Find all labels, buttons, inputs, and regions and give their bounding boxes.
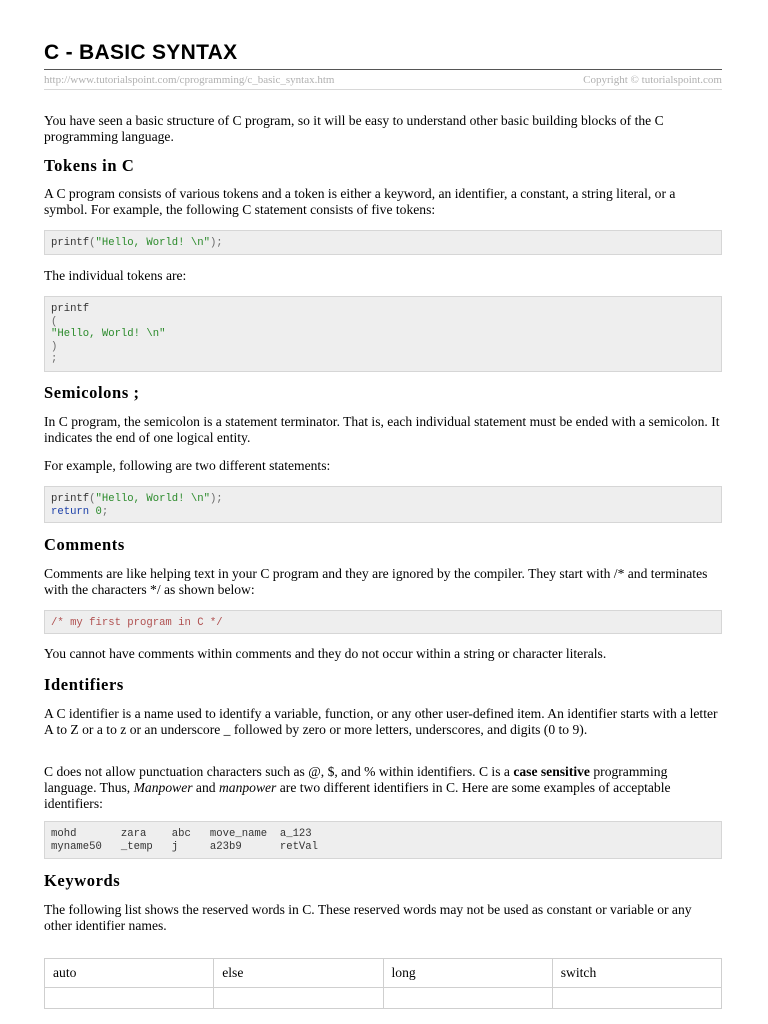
manpower-lower-italic: manpower — [218, 780, 277, 795]
code-close: ); — [209, 493, 223, 505]
identifiers-row-2: myname50 _temp j a23b9 retVal — [51, 840, 319, 853]
token-4: ) — [51, 340, 58, 353]
empty-cell — [552, 988, 721, 1009]
code-block-comment — [44, 610, 722, 634]
token-1: printf — [51, 303, 90, 315]
page — [44, 40, 722, 980]
tokens-list-intro: The individual tokens are: — [44, 268, 187, 283]
keywords-table — [44, 958, 722, 1009]
tokens-paragraph: A C program consists of various tokens and a token is either a keyword, an identifier, a constant, a string literal, or a symbol. For example, the following C statement consists of five tokens: — [44, 186, 676, 217]
identifiers-heading: Identifiers — [44, 675, 124, 694]
token-3: "Hello, World! \n" — [51, 328, 166, 340]
text-span: and — [192, 780, 219, 795]
code-fn: printf — [51, 493, 90, 505]
semicolons-paragraph: In C program, the semicolon is a statement terminator. That is, each individual statement must be ended with a semicolon. It indicates the end of one logical entity. — [44, 414, 720, 445]
code-open: ( — [89, 493, 96, 505]
text-span: C does not allow punctuation characters such as @, $, and % within identifiers. C is a — [44, 764, 514, 779]
keywords-heading: Keywords — [44, 871, 121, 890]
code-block-tokens — [44, 296, 722, 372]
code-close: ); — [209, 237, 223, 249]
copyright-notice: Copyright © tutorialspoint.com — [583, 74, 722, 86]
code-number: 0 — [95, 505, 102, 518]
semicolons-example-intro: For example, following are two different statements: — [44, 458, 331, 473]
keyword-cell: switch — [552, 959, 721, 988]
identifiers-paragraph: A C identifier is a name used to identify a variable, function, or any other user-defined item. An identifier starts with a letter A to Z or a to z or an underscore _ followed by zero or more letters, underscores, and digits (0 to 9). — [44, 706, 718, 737]
manpower-italic: Manpower — [133, 780, 193, 795]
code-string: "Hello, World! \n" — [95, 237, 210, 249]
code-fn: printf — [51, 237, 90, 249]
comments-note: You cannot have comments within comments and they do not occur within a string or character literals. — [44, 646, 607, 661]
identifiers-case-paragraph — [44, 764, 722, 812]
table-row — [45, 959, 722, 988]
code-block-identifiers — [44, 821, 722, 859]
code-block-statements — [44, 486, 722, 523]
code-comment: /* my first program in C */ — [51, 617, 223, 629]
table-row-partial — [45, 988, 722, 1009]
header-divider — [44, 89, 722, 90]
empty-cell — [383, 988, 552, 1009]
comments-heading: Comments — [44, 535, 125, 554]
source-line — [44, 73, 722, 87]
source-url[interactable]: http://www.tutorialspoint.com/cprogramming/c_basic_syntax.htm — [44, 74, 335, 86]
code-open: ( — [89, 237, 96, 249]
empty-cell — [45, 988, 214, 1009]
identifiers-row-1: mohd zara abc move_name a_123 — [51, 828, 312, 840]
token-2: ( — [51, 315, 58, 328]
comments-paragraph: Comments are like helping text in your C program and they are ignored by the compiler. They start with /* and terminates with the characters */ as shown below: — [44, 566, 708, 597]
intro-paragraph: You have seen a basic structure of C program, so it will be easy to understand other basic building blocks of the C programming language. — [44, 113, 664, 144]
keyword-cell: long — [383, 959, 552, 988]
keywords-paragraph: The following list shows the reserved words in C. These reserved words may not be used as constant or variable or any other identifier names. — [44, 902, 692, 933]
code-string: "Hello, World! \n" — [95, 493, 210, 505]
title-rule — [44, 69, 722, 70]
text-span: are two different identifiers in C. Here are some examples of acceptable identifiers: — [44, 780, 671, 811]
code-keyword: return — [51, 505, 90, 518]
keyword-cell: else — [214, 959, 383, 988]
code-semicolon: ; — [101, 505, 109, 518]
code-block-printf — [44, 230, 722, 255]
token-5: ; — [51, 353, 58, 365]
page-title: C - BASIC SYNTAX — [44, 41, 238, 64]
text-span: programming language. Thus, — [44, 764, 668, 795]
semicolons-heading: Semicolons ; — [44, 383, 140, 402]
tokens-heading: Tokens in C — [44, 156, 135, 175]
empty-cell — [214, 988, 383, 1009]
case-sensitive-bold: case sensitive — [513, 764, 590, 779]
keyword-cell: auto — [45, 959, 214, 988]
